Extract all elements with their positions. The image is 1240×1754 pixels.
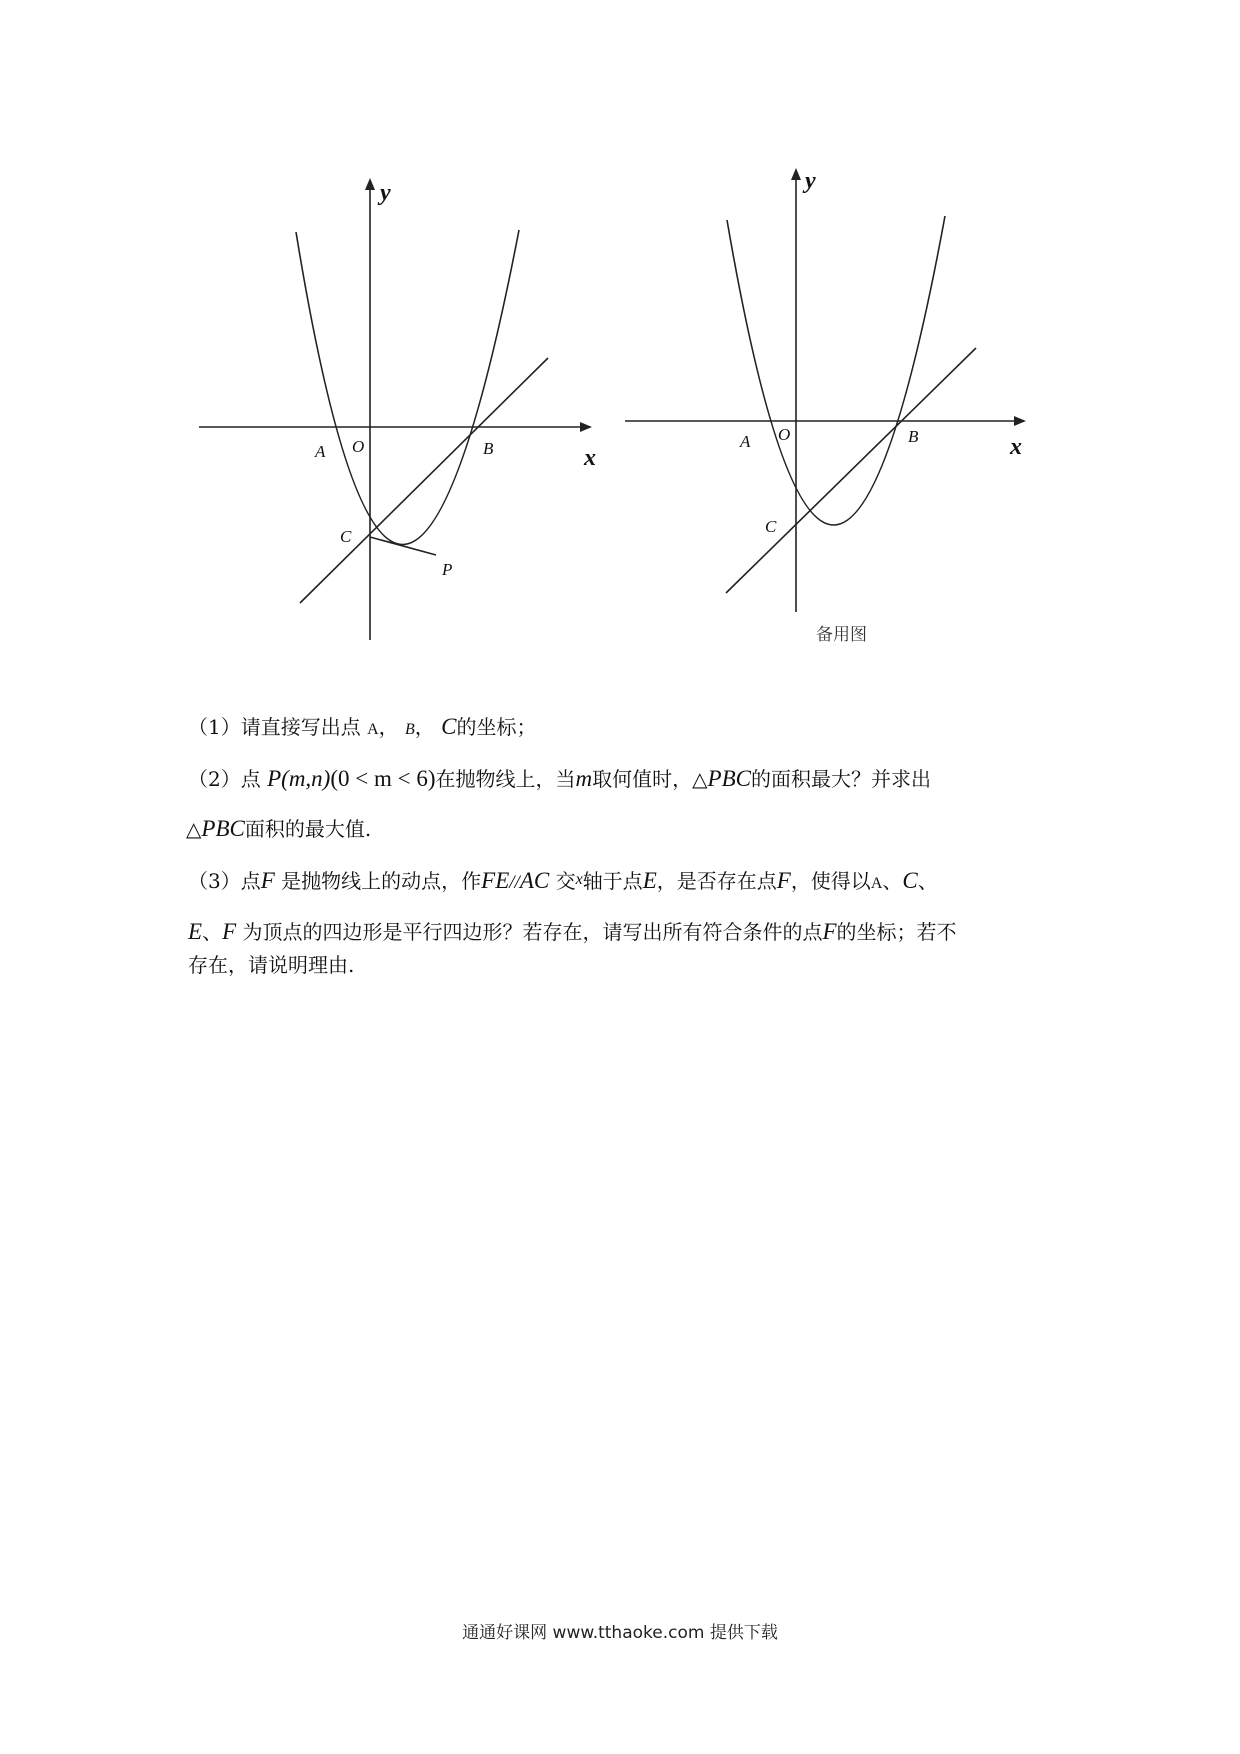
q3-a: A bbox=[870, 875, 883, 892]
label-o: O bbox=[778, 425, 791, 444]
q2-coords: (m,n) bbox=[281, 766, 331, 791]
q3-text-2: 是抛物线上的动点，作 bbox=[281, 869, 482, 893]
line-bc bbox=[726, 348, 976, 593]
triangle-mark: △ bbox=[186, 817, 202, 841]
q1-sep-2: ， bbox=[414, 715, 435, 739]
q3-dun-2: 、 bbox=[917, 869, 938, 893]
q3-e-2: E bbox=[188, 919, 203, 944]
label-b: B bbox=[483, 439, 494, 458]
q2-pbc: PBC bbox=[707, 766, 751, 791]
q3-x: x bbox=[575, 871, 583, 888]
x-axis-label: x bbox=[584, 445, 596, 471]
label-c: C bbox=[340, 527, 352, 546]
q2-text-5: 面积的最大值. bbox=[244, 817, 372, 841]
q1-text-1: 请直接写出点 bbox=[240, 715, 361, 739]
x-axis-arrow bbox=[1014, 416, 1026, 426]
q3-text-6: ，使得以 bbox=[790, 869, 871, 893]
page-footer: 通通好课网 www.tthaoke.com 提供下载 bbox=[462, 1623, 778, 1643]
label-b: B bbox=[908, 427, 919, 446]
q3-text-9: 存在，请说明理由. bbox=[188, 953, 355, 977]
x-axis-label: x bbox=[1010, 434, 1022, 460]
question-2-line-2 bbox=[186, 814, 371, 844]
y-axis-arrow bbox=[791, 168, 801, 180]
q2-text-3: 取何值时， bbox=[592, 767, 693, 791]
question-1 bbox=[188, 712, 537, 745]
label-a: A bbox=[740, 432, 751, 451]
y-axis-label: y bbox=[380, 180, 391, 206]
q3-dun-1: 、 bbox=[882, 869, 903, 893]
q3-text-3: 交 bbox=[555, 869, 576, 893]
q3-e: E bbox=[642, 868, 657, 893]
q3-text-1: 点 bbox=[240, 869, 261, 893]
q3-dun-3: 、 bbox=[202, 920, 223, 944]
q2-pbc-2: PBC bbox=[201, 816, 245, 841]
q2-text-1: 点 bbox=[240, 767, 261, 791]
figure-2 bbox=[0, 0, 1240, 700]
label-c: C bbox=[765, 517, 777, 536]
q1-point-a: A bbox=[367, 721, 379, 738]
q3-text-8: 的坐标；若不 bbox=[836, 920, 957, 944]
label-a: A bbox=[315, 442, 326, 461]
q2-m: m bbox=[575, 766, 593, 791]
q3-f-4: F bbox=[822, 919, 837, 944]
q1-number: （1） bbox=[188, 715, 241, 739]
q3-f-3: F bbox=[222, 919, 237, 944]
q2-point-p: P bbox=[267, 766, 282, 791]
q3-f-2: F bbox=[776, 868, 791, 893]
q3-f: F bbox=[260, 868, 275, 893]
q2-range: (0 < m < 6) bbox=[330, 766, 436, 791]
q1-point-c: C bbox=[441, 714, 457, 739]
question-2 bbox=[188, 764, 931, 794]
q3-parallel: // bbox=[509, 872, 520, 893]
q2-number: （2） bbox=[188, 767, 241, 791]
y-axis-label: y bbox=[805, 168, 816, 194]
q3-text-4: 轴于点 bbox=[582, 869, 643, 893]
q1-sep-1: ， bbox=[378, 715, 399, 739]
figure-caption: 备用图 bbox=[816, 625, 867, 645]
q3-text-5: ，是否存在点 bbox=[656, 869, 777, 893]
q3-text-7: 为顶点的四边形是平行四边形？若存在，请写出所有符合条件的点 bbox=[242, 920, 823, 944]
label-p: P bbox=[442, 560, 453, 579]
question-3 bbox=[188, 865, 938, 899]
parabola bbox=[727, 216, 945, 525]
triangle-mark: △ bbox=[692, 767, 708, 791]
question-3-line-2 bbox=[188, 917, 957, 947]
q1-text-2: 的坐标； bbox=[456, 715, 537, 739]
q3-number: （3） bbox=[188, 869, 241, 893]
label-o: O bbox=[352, 437, 365, 456]
q3-c: C bbox=[902, 868, 918, 893]
q3-ac: AC bbox=[519, 868, 550, 893]
q2-text-4: 的面积最大？并求出 bbox=[750, 767, 931, 791]
question-3-line-3 bbox=[188, 950, 354, 980]
q3-fe: FE bbox=[481, 868, 510, 893]
q1-point-b: B bbox=[405, 721, 415, 738]
q2-text-2: 在抛物线上，当 bbox=[435, 767, 576, 791]
